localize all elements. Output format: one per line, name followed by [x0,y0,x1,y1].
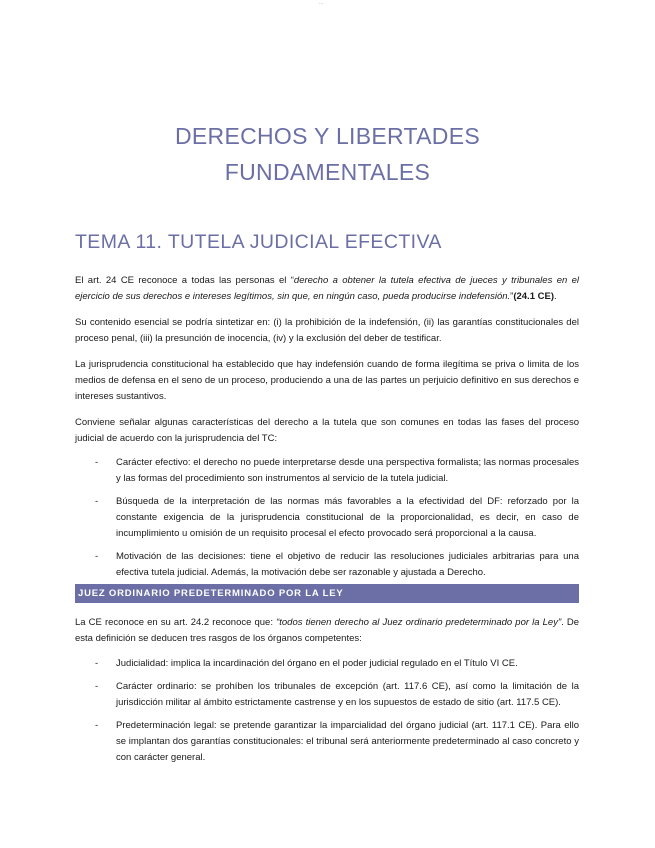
list-item [75,494,579,542]
list-item [75,656,579,672]
juez-text: La CE reconoce en su art. 24.2 reconoce que: [75,617,277,628]
section-heading-bar: JUEZ ORDINARIO PREDETERMINADO POR LA LEY [75,584,579,603]
list-item-text: Judicialidad: implica la incardinación del órgano en el poder judicial regulado en el Título VI CE. [116,658,518,669]
dash-bullet: - [95,720,99,731]
topic-heading: TEMA 11. TUTELA JUDICIAL EFECTIVA [75,231,442,253]
list-item [75,455,579,487]
list-item [75,718,579,766]
intro-article-ref: (24.1 CE) [513,291,554,302]
list-item [75,679,579,711]
intro-quote: derecho a obtener la tutela efectiva de jueces y tribunales en el ejercicio de sus derechos e intereses legítimos, sin que, en ningún caso, pueda producirse indefensión. [75,275,580,302]
list-item-text: Carácter efectivo: el derecho no puede interpretarse desde una perspectiva formalista; las normas procesales y las formas del procedimiento son instrumentos al servicio de la tutela judicial. [116,457,579,484]
dash-bullet: - [95,551,99,562]
characteristics-list [75,455,579,588]
essential-content-text: Su contenido esencial se podría sintetizar en: (i) la prohibición de la indefensión, (ii) las garantías constitucionales del proceso penal, (iii) la presunción de inocencia, (iv) y la exclusión del deber de testificar. [75,317,579,344]
characteristics-paragraph [75,415,579,447]
juez-text-cont: . De esta definición se deducen tres rasgos de los órganos competentes: [75,617,579,644]
jurisprudence-paragraph [75,357,579,405]
dash-bullet: - [95,496,99,507]
document-title [0,118,655,190]
list-item-text: Carácter ordinario: se prohíben los tribunales de excepción (art. 117.6 CE), así como la limitación de la jurisdicción militar al ámbito estrictamente castrense y en los supuestos de estado de sitio (art. 117.5 CE). [116,681,579,708]
page-header-mark: ... [319,0,324,6]
traits-list [75,656,579,773]
list-item-text: Búsqueda de la interpretación de las normas más favorables a la efectividad del DF: reforzado por la constante exigencia de la jurisprudencia constitucional de la proporcionalidad, es decir, en caso de incumplimiento u omisión de un requisito procesal el efecto provocado será proporcional a la causa. [116,496,579,539]
list-item-text: Predeterminación legal: se pretende garantizar la imparcialidad del órgano judicial (art. 117.1 CE). Para ello se implantan dos garantías constitucionales: el tribunal será anteriormente predeterminado al caso concreto y con carácter general. [116,720,579,763]
dash-bullet: - [95,681,99,692]
intro-text: El art. 24 CE reconoce a todas las personas el “ [75,275,294,286]
intro-period: . [553,291,557,302]
essential-content-paragraph [75,315,579,347]
document-title-line-2: FUNDAMENTALES [224,159,431,185]
intro-paragraph [75,273,579,305]
jurisprudence-text: La jurisprudencia constitucional ha establecido que hay indefensión cuando de forma ilegítima se priva o limita de los medios de defensa en el seno de un proceso, produciendo a una de las partes un perjuicio definitivo en sus derechos e intereses sustantivos. [75,359,579,402]
juez-ordinario-paragraph [75,615,579,647]
list-item-text: Motivación de las decisiones: tiene el objetivo de reducir las resoluciones judiciales arbitrarias para una efectiva tutela judicial. Además, la motivación debe ser razonable y ajustada a Derecho. [116,551,579,578]
dash-bullet: - [95,457,99,468]
juez-quote: “todos tienen derecho al Juez ordinario predeterminado por la Ley” [276,617,562,628]
intro-quote-close: ” [510,291,514,302]
dash-bullet: - [95,658,99,669]
document-title-line-1: DERECHOS Y LIBERTADES [175,123,480,149]
characteristics-text: Conviene señalar algunas características del derecho a la tutela que son comunes en todas las fases del proceso judicial de acuerdo con la jurisprudencia del TC: [75,417,579,444]
list-item [75,549,579,581]
